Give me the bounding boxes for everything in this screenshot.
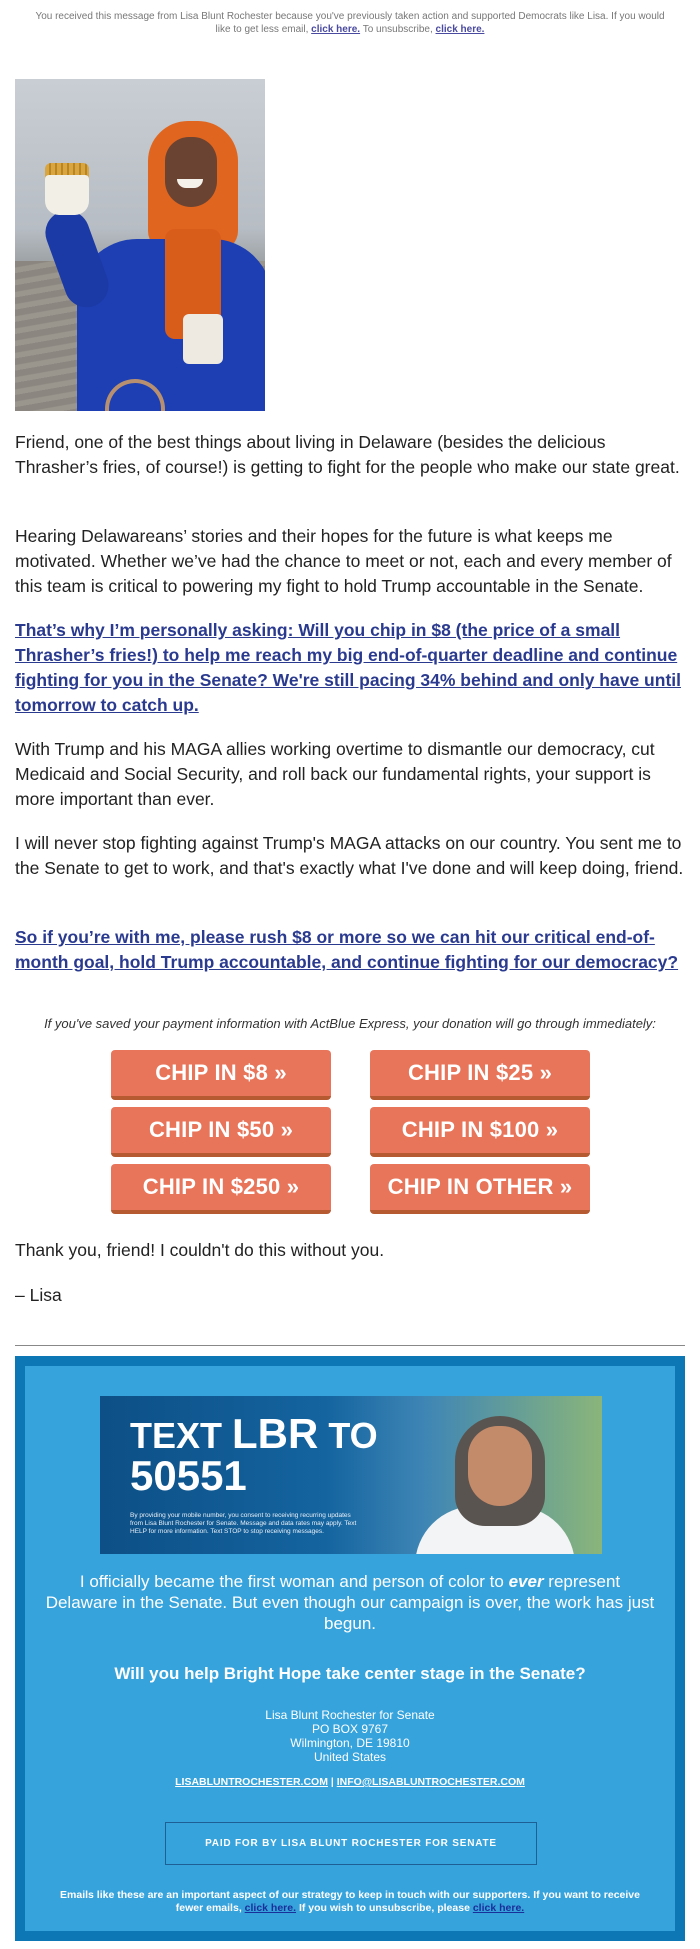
banner-headline — [130, 1410, 378, 1499]
footer-unsubscribe-text — [45, 1889, 655, 1915]
text-lbr-banner[interactable] — [100, 1396, 602, 1554]
fewer-emails-text: Emails like these are an important aspect of our strategy to keep in touch with our supporters. If you want to receive fewer emails, — [60, 1889, 640, 1914]
signoff: – Lisa — [15, 1285, 62, 1305]
actblue-note: If you've saved your payment information with ActBlue Express, your donation will go through immediately: — [44, 1016, 656, 1031]
banner-shortcode: 50551 — [130, 1452, 247, 1499]
paragraph-motivation: Hearing Delawareans’ stories and their hopes for the future is what keeps me motivated. Whether we’ve had the chance to meet or not, each and every member of this team is critical to powering my fight to hold Trump accountable in the Senate. — [15, 526, 672, 596]
unsubscribe-text-footer: If you wish to unsubscribe, please — [298, 1902, 470, 1914]
fewer-emails-link[interactable]: click here. — [244, 1902, 297, 1914]
address-line: PO BOX 9767 — [311, 1722, 389, 1736]
thank-you-text: Thank you, friend! I couldn't do this without you. — [15, 1240, 385, 1260]
footer-links — [45, 1776, 655, 1788]
website-link[interactable]: LISABLUNTROCHESTER.COM — [175, 1776, 328, 1788]
mailing-address — [45, 1708, 655, 1764]
address-line: United States — [313, 1750, 387, 1764]
chip-in-8-button[interactable]: CHIP IN $8 » — [111, 1050, 331, 1100]
hero-photo — [15, 79, 265, 411]
banner-text-lbr: LBR — [232, 1410, 319, 1457]
chip-in-100-button[interactable]: CHIP IN $100 » — [370, 1107, 590, 1157]
footer — [15, 1356, 685, 1941]
address-line: Lisa Blunt Rochester for Senate — [265, 1708, 435, 1722]
chip-in-250-button[interactable]: CHIP IN $250 » — [111, 1164, 331, 1214]
footer-headline — [45, 1571, 655, 1634]
donate-link-rush[interactable]: So if you’re with me, please rush $8 or more so we can hit our critical end-of-month goal, hold Trump accountable, and continue fighting for our democracy? — [15, 927, 679, 972]
donate-link-chip-in[interactable]: That’s why I’m personally asking: Will you chip in $8 (the price of a small Thrasher’s fries!) to help me reach my big end-of-quarter deadline and continue fighting for you in the Senate? We're still pacing 34% behind and only have until tomorrow to catch up. — [15, 620, 681, 715]
footer-headline-emphasis: ever — [508, 1572, 544, 1591]
unsubscribe-text: To unsubscribe, — [362, 24, 433, 35]
address-line: Wilmington, DE 19810 — [290, 1736, 410, 1750]
footer-headline-part-b: represent Delaware in the Senate. But even though our campaign is over, the work has just begun. — [45, 1572, 655, 1633]
paid-for-box: PAID FOR BY LISA BLUNT ROCHESTER FOR SENATE — [165, 1822, 537, 1865]
footer-headline-part-a: I officially became the first woman and person of color to — [79, 1572, 504, 1591]
chip-in-50-button[interactable]: CHIP IN $50 » — [111, 1107, 331, 1157]
unsubscribe-link-footer[interactable]: click here. — [472, 1902, 525, 1914]
paragraph-maga: With Trump and his MAGA allies working overtime to dismantle our democracy, cut Medicaid and Social Security, and roll back our fundamental rights, your support is more important than ever. — [15, 739, 655, 809]
paragraph-intro: Friend, one of the best things about living in Delaware (besides the delicious Thrasher’s fries, of course!) is getting to fight for the people who make our state great. — [15, 432, 680, 477]
email-link[interactable]: INFO@LISABLUNTROCHESTER.COM — [336, 1776, 525, 1788]
footer-inner — [25, 1366, 675, 1931]
unsubscribe-link[interactable]: click here. — [435, 24, 485, 35]
paragraph-never-stop: I will never stop fighting against Trump's MAGA attacks on our country. You sent me to the Senate to get to work, and that's exactly what I've done and will keep doing, friend. — [15, 833, 684, 878]
chip-in-other-button[interactable]: CHIP IN OTHER » — [370, 1164, 590, 1214]
link-separator: | — [327, 1776, 337, 1788]
banner-disclaimer: By providing your mobile number, you consent to receiving recurring updates from Lisa Blunt Rochester for Senate. Message and data rates may apply. Text HELP for more information. Text STOP to stop receiving messages. — [130, 1512, 357, 1535]
top-notice — [30, 10, 670, 36]
banner-text-to: TO — [318, 1415, 378, 1456]
notice-text: You received this message from Lisa Blunt Rochester because you've previously taken action and supported Democrats like Lisa. If you would like to get less email, — [35, 11, 665, 35]
divider — [15, 1345, 685, 1346]
chip-in-25-button[interactable]: CHIP IN $25 » — [370, 1050, 590, 1100]
footer-ask: Will you help Bright Hope take center stage in the Senate? — [114, 1664, 586, 1683]
less-email-link[interactable]: click here. — [311, 24, 361, 35]
banner-text-prefix: TEXT — [130, 1415, 233, 1456]
